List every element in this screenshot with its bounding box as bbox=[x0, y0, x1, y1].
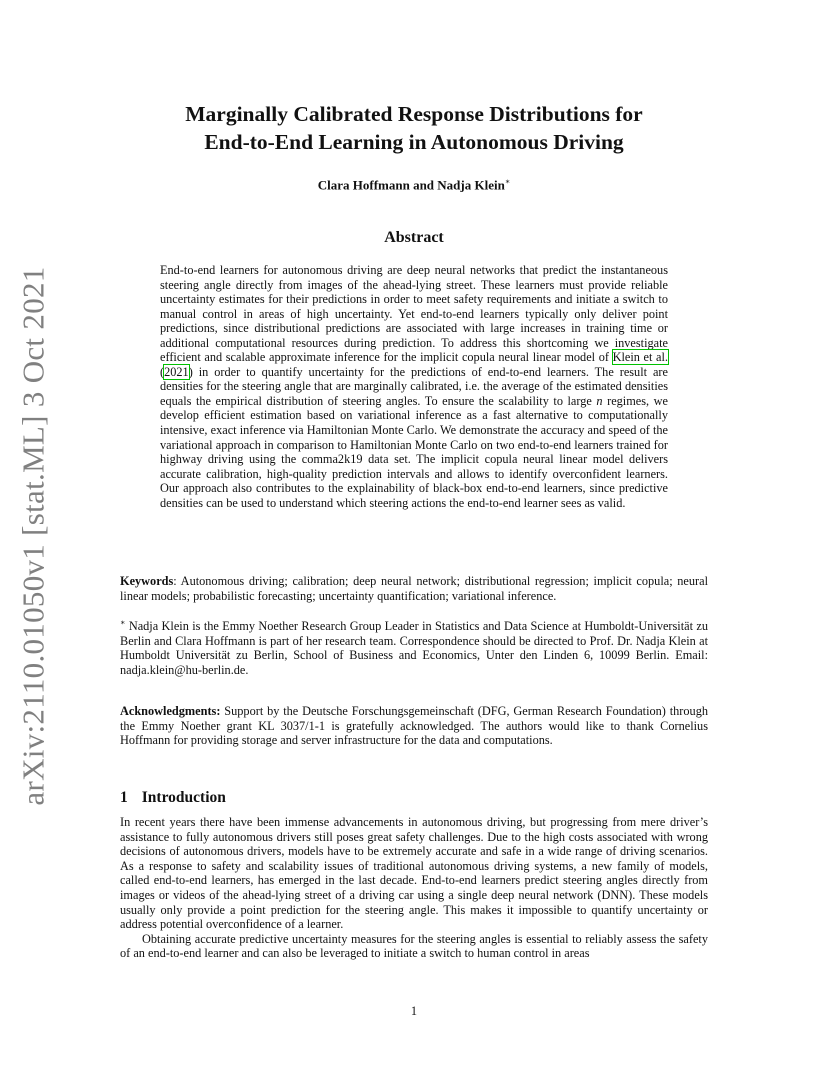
intro-paragraph-2: Obtaining accurate predictive uncertainty measures for the steering angles is essential to reliably assess the safety of an end-to-end learner and can also be leveraged to initiate a switch to human control in areas bbox=[120, 931, 708, 961]
citation-link-klein[interactable]: Klein et al. bbox=[612, 350, 668, 365]
abstract-body: End-to-end learners for autonomous driving are deep neural networks that predict the instantaneous steering angle directly from images of the ahead-lying street. These learners must provide reliable uncertainty estimates for their predictions in order to meet safety requirements and initiate a switch to manual control in areas of high uncertainty. Yet end-to-end learners typically only deliver point predictions, since distributional predictions are associated with large increases in training time or additional computational resources during prediction. To address this shortcoming we investigate efficient and scalable approximate inference for the implicit copula neural linear model of Klein et al. (2021) in order to quantify uncertainty for the predictions of end-to-end learners. The result are densities for the steering angle that are marginally calibrated, i.e. the average of the estimated densities equals the empirical distribution of steering angles. To ensure the scalability to large n regimes, we develop efficient estimation based on variational inference as a fast alternative to computationally intensive, exact inference via Hamiltonian Monte Carlo. We demonstrate the accuracy and speed of the variational approach in comparison to Hamiltonian Monte Carlo on two end-to-end learners trained for highway driving using the comma2k19 data set. The implicit copula neural linear model delivers accurate calibration, high-quality prediction intervals and allows to identify overconfident learners. Our approach also contributes to the explainability of black-box end-to-end learners, since predictive densities can be used to understand which steering actions the end-to-end learner sees as valid. bbox=[160, 263, 668, 510]
authors bbox=[120, 177, 708, 193]
keywords bbox=[120, 574, 708, 603]
intro-paragraph-1: In recent years there have been immense advancements in autonomous driving, but progressing from mere driver’s assistance to fully autonomous drivers still poses great safety challenges. Due to the high costs associated with wrong decisions of autonomous drivers, models have to be extremely accurate and safe in a wide range of driving scenarios. As a response to safety and scalability issues of traditional autonomous driving systems, a new family of models, called end-to-end learners, has emerged in the last decade. End-to-end learners predict steering angles directly from images or videos of the ahead-lying street of a driving car using a single deep neural network (DNN). These models usually only provide a point prediction for the steering angle. This makes it impossible to quantify uncertainty or address potential overconfidence of a learner. bbox=[120, 815, 708, 932]
abstract-text-3: regimes, we develop efficient estimation based on variational inference as a fast alternative to computationally intensive, exact inference via Hamiltonian Monte Carlo. We demonstrate the accuracy and speed of the variational approach in comparison to Hamiltonian Monte Carlo on two end-to-end learners trained for highway driving using the comma2k19 data set. The implicit copula neural linear model delivers accurate calibration, high-quality prediction intervals and allows to identify overconfident learners. Our approach also contributes to the explainability of black-box end-to-end learners, since predictive densities can be used to understand which steering actions the end-to-end learner sees as valid. bbox=[160, 393, 668, 510]
acknowledgments-label: Acknowledgments: bbox=[120, 704, 221, 718]
abstract-heading: Abstract bbox=[384, 229, 444, 246]
introduction-body bbox=[120, 815, 708, 961]
author-footnote bbox=[120, 616, 708, 677]
paper-title bbox=[120, 100, 708, 156]
section-heading-introduction bbox=[120, 789, 226, 807]
abstract-text-1: End-to-end learners for autonomous driving are deep neural networks that predict the instantaneous steering angle directly from images of the ahead-lying street. These learners must provide reliable uncertainty estimates for their predictions in order to meet safety requirements and initiate a switch to manual control in areas of high uncertainty. Yet end-to-end learners typically only deliver point predictions, since distributional predictions are associated with large increases in training time or additional computational resources during prediction. To address this shortcoming we investigate efficient and scalable approximate inference for the implicit copula neural linear model of bbox=[160, 263, 668, 365]
acknowledgments-text: Support by the Deutsche Forschungsgemeinschaft (DFG, German Research Foundation) through the Emmy Noether grant KL 3037/1-1 is gratefully acknowledged. The authors would like to thank Cornelius Hoffmann for providing storage and server infrastructure for the data and computations. bbox=[120, 704, 708, 748]
arxiv-id: arXiv:2110.01050v1 [stat.ML] 3 Oct 2021 bbox=[16, 266, 52, 806]
math-n: n bbox=[596, 393, 603, 408]
acknowledgments bbox=[120, 704, 708, 748]
page-number: 1 bbox=[410, 1004, 418, 1018]
keywords-label: Keywords bbox=[120, 574, 174, 588]
arxiv-sidebar-stamp bbox=[14, 0, 54, 1072]
citation-link-year[interactable]: 2021 bbox=[164, 364, 189, 379]
title-line-1: Marginally Calibrated Response Distributions for bbox=[185, 102, 643, 126]
footnote-text: Nadja Klein is the Emmy Noether Research Group Leader in Statistics and Data Science at Humboldt-Universität zu Berlin and Clara Hoffmann is part of her research team. Correspondence should be directed to Prof. Dr. Nadja Klein at Humboldt Universität zu Berlin, School of Business and Economics, Unter den Linden 6, 10099 Berlin. Email: nadja.klein@hu-berlin.de. bbox=[120, 619, 708, 677]
footnote-mark: ∗ bbox=[120, 618, 126, 627]
author-names: Clara Hoffmann and Nadja Klein bbox=[317, 177, 505, 193]
author-footnote-mark: ∗ bbox=[504, 177, 511, 186]
title-line-2: End-to-End Learning in Autonomous Driving bbox=[204, 130, 624, 154]
abstract-text-2: in order to quantify uncertainty for the predictions of end-to-end learners. The result are densities for the steering angle that are marginally calibrated, i.e. the average of the estimated densities equals the empirical distribution of steering angles. To ensure the scalability to large bbox=[160, 364, 668, 408]
section-number: 1 bbox=[120, 789, 128, 806]
keywords-text: : Autonomous driving; calibration; deep neural network; distributional regression; implicit copula; neural linear models; probabilistic forecasting; uncertainty quantification; variational inference. bbox=[120, 574, 708, 603]
section-title: Introduction bbox=[141, 789, 226, 806]
